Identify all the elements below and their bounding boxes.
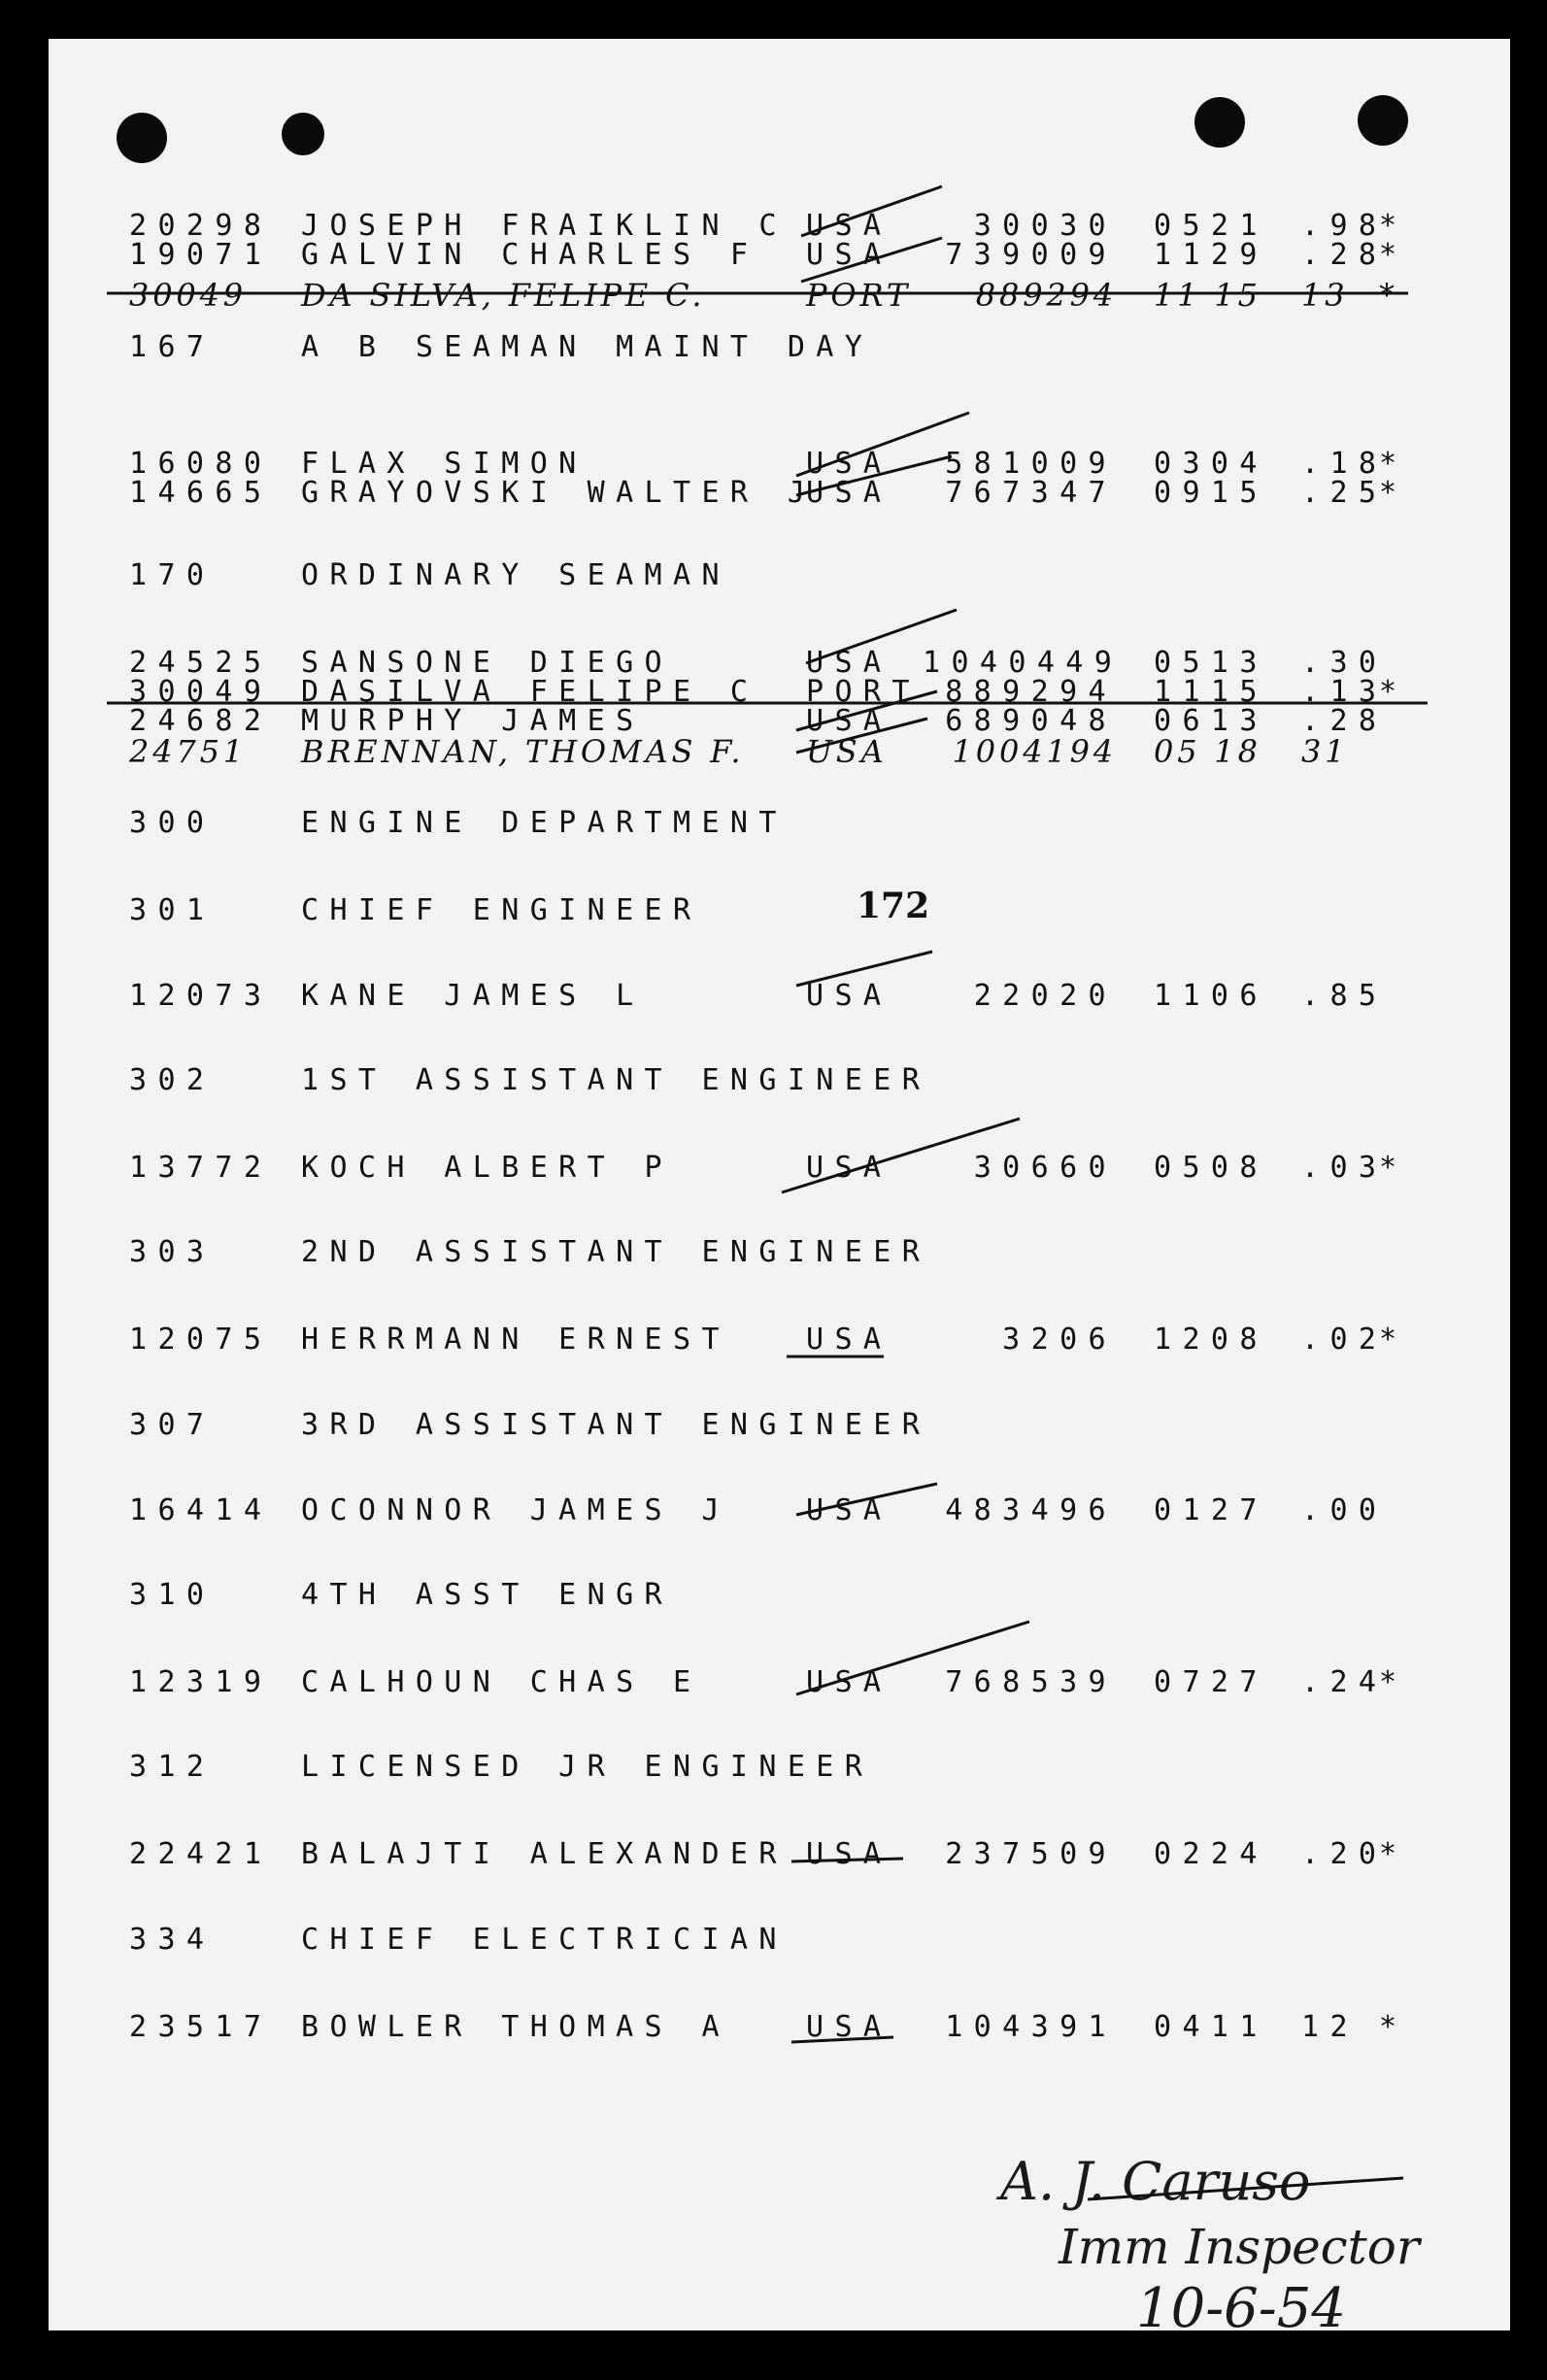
entry-date: 1208 xyxy=(1154,1323,1268,1357)
entry-nationality: USA xyxy=(806,1665,892,1699)
entry-date: 11 15 xyxy=(1154,277,1261,314)
entry-mark: * xyxy=(1379,447,1408,481)
entry-nationality: USA xyxy=(806,1151,892,1185)
entry-nationality: USA xyxy=(806,238,892,272)
entry-number: 104391 xyxy=(945,2010,1117,2044)
entry-amount: .98 xyxy=(1301,209,1388,243)
entry-date: 0127 xyxy=(1154,1493,1268,1527)
entry-name: JOSEPH FRAIKLIN C xyxy=(301,209,788,243)
entry-code: 30049 xyxy=(129,675,273,709)
entry-date: 1129 xyxy=(1154,238,1268,272)
entry-code: 312 xyxy=(129,1750,216,1784)
entry-code: 24682 xyxy=(129,704,273,738)
entry-name: SANSONE DIEGO xyxy=(301,646,673,680)
entry-name: CHIEF ELECTRICIAN xyxy=(301,1923,788,1957)
entry-mark: * xyxy=(1379,277,1398,314)
entry-mark: * xyxy=(1379,1837,1408,1871)
entry-amount: .25 xyxy=(1301,476,1388,510)
entry-code: 19071 xyxy=(129,238,273,272)
entry-number: 1040449 xyxy=(923,646,1124,680)
entry-nationality: USA xyxy=(806,1837,892,1871)
entry-amount: .85 xyxy=(1301,979,1388,1013)
entry-date: 0411 xyxy=(1154,2010,1268,2044)
entry-name: DASILVA FELIPE C xyxy=(301,675,759,709)
entry-name: BOWLER THOMAS A xyxy=(301,2010,730,2044)
entry-date: 1106 xyxy=(1154,979,1268,1013)
entry-number: 739009 xyxy=(945,238,1117,272)
entry-mark: * xyxy=(1379,476,1408,510)
entry-amount: .00 xyxy=(1301,1493,1388,1527)
entry-number: 889294 xyxy=(975,277,1117,314)
entry-number: 30660 xyxy=(973,1151,1117,1185)
entry-code: 302 xyxy=(129,1063,216,1097)
pen-marks xyxy=(49,39,1510,2330)
entry-mark: * xyxy=(1379,1323,1408,1357)
entry-name: A B SEAMAN MAINT DAY xyxy=(301,330,874,364)
entry-name: KANE JAMES L xyxy=(301,979,645,1013)
entry-date: 0727 xyxy=(1154,1665,1268,1699)
entry-mark: * xyxy=(1379,1151,1408,1185)
entry-number: 768539 xyxy=(945,1665,1117,1699)
entry-amount: 13 xyxy=(1301,277,1349,314)
entry-mark: * xyxy=(1379,675,1408,709)
entry-nationality: USA xyxy=(806,447,892,481)
entry-nationality: USA xyxy=(806,646,892,680)
entry-code: 30049 xyxy=(129,277,247,314)
entry-name: BALAJTI ALEXANDER xyxy=(301,1837,788,1871)
signature-name: A. J. Caruso xyxy=(1000,2151,1311,2212)
entry-code: 22421 xyxy=(129,1837,273,1871)
signature-title: Imm Inspector xyxy=(1059,2219,1420,2275)
entry-amount: .24 xyxy=(1301,1665,1388,1699)
entry-code: 303 xyxy=(129,1235,216,1269)
entry-nationality: USA xyxy=(806,1323,892,1357)
entry-code: 307 xyxy=(129,1408,216,1442)
entry-name: ENGINE DEPARTMENT xyxy=(301,806,788,840)
entry-name: HERRMANN ERNEST xyxy=(301,1323,730,1357)
entry-code: 23517 xyxy=(129,2010,273,2044)
entry-date: 0304 xyxy=(1154,447,1268,481)
entry-number: 22020 xyxy=(973,979,1117,1013)
entry-name: 4TH ASST ENGR xyxy=(301,1578,673,1612)
page-number-stamp: 172 xyxy=(857,886,930,926)
entry-code: 301 xyxy=(129,893,216,927)
entry-nationality: USA xyxy=(806,733,888,770)
entry-name: CHIEF ENGINEER xyxy=(301,893,702,927)
entry-date: 0224 xyxy=(1154,1837,1268,1871)
entry-number: 3206 xyxy=(1002,1323,1117,1357)
entry-name: OCONNOR JAMES J xyxy=(301,1493,730,1527)
entry-code: 16414 xyxy=(129,1493,273,1527)
entry-amount: .03 xyxy=(1301,1151,1388,1185)
entry-nationality: USA xyxy=(806,209,892,243)
document-page xyxy=(49,39,1510,2340)
entry-nationality: USA xyxy=(806,476,892,510)
entry-name: MURPHY JAMES xyxy=(301,704,645,738)
entry-name: 3RD ASSISTANT ENGINEER xyxy=(301,1408,931,1442)
entry-code: 14665 xyxy=(129,476,273,510)
entry-date: 0915 xyxy=(1154,476,1268,510)
entry-name: CALHOUN CHAS E xyxy=(301,1665,702,1699)
entry-code: 300 xyxy=(129,806,216,840)
entry-code: 12073 xyxy=(129,979,273,1013)
entry-amount: .28 xyxy=(1301,238,1388,272)
entry-code: 170 xyxy=(129,558,216,592)
entry-code: 12319 xyxy=(129,1665,273,1699)
entry-amount: 31 xyxy=(1301,733,1349,770)
entry-name: KOCH ALBERT P xyxy=(301,1151,673,1185)
entry-amount: .20 xyxy=(1301,1837,1388,1871)
entry-date: 0508 xyxy=(1154,1151,1268,1185)
entry-name: 2ND ASSISTANT ENGINEER xyxy=(301,1235,931,1269)
entry-mark: * xyxy=(1379,209,1408,243)
signature-date: 10-6-54 xyxy=(1136,2277,1346,2340)
entry-name: FLAX SIMON xyxy=(301,447,588,481)
entry-number: 889294 xyxy=(945,675,1117,709)
entry-amount: .02 xyxy=(1301,1323,1388,1357)
entry-code: 20298 xyxy=(129,209,273,243)
entry-code: 24751 xyxy=(129,733,247,770)
entry-date: 0513 xyxy=(1154,646,1268,680)
entry-code: 167 xyxy=(129,330,216,364)
entry-amount: .18 xyxy=(1301,447,1388,481)
entry-number: 689048 xyxy=(945,704,1117,738)
entry-number: 237509 xyxy=(945,1837,1117,1871)
entry-number: 483496 xyxy=(945,1493,1117,1527)
entry-date: 1115 xyxy=(1154,675,1268,709)
entry-name: ORDINARY SEAMAN xyxy=(301,558,730,592)
entry-nationality: PORT xyxy=(806,277,912,314)
entry-date: 0613 xyxy=(1154,704,1268,738)
entry-code: 24525 xyxy=(129,646,273,680)
entry-code: 310 xyxy=(129,1578,216,1612)
entry-nationality: USA xyxy=(806,979,892,1013)
entry-amount: .13 xyxy=(1301,675,1388,709)
entry-number: 1004194 xyxy=(952,733,1117,770)
entry-name: GALVIN CHARLES F xyxy=(301,238,759,272)
entry-nationality: USA xyxy=(806,2010,892,2044)
entry-number: 30030 xyxy=(973,209,1117,243)
entry-date: 0521 xyxy=(1154,209,1268,243)
entry-amount: 12 xyxy=(1301,2010,1359,2044)
entry-mark: * xyxy=(1379,1665,1408,1699)
entry-code: 12075 xyxy=(129,1323,273,1357)
entry-number: 581009 xyxy=(945,447,1117,481)
entry-amount: .30 xyxy=(1301,646,1388,680)
entry-code: 13772 xyxy=(129,1151,273,1185)
entry-number: 767347 xyxy=(945,476,1117,510)
entry-code: 334 xyxy=(129,1923,216,1957)
entry-code: 16080 xyxy=(129,447,273,481)
entry-nationality: USA xyxy=(806,704,892,738)
entry-date: 05 18 xyxy=(1154,733,1261,770)
entry-mark: * xyxy=(1379,2010,1408,2044)
entry-name: GRAYOVSKI WALTER J xyxy=(301,476,817,510)
entry-name: DA SILVA, FELIPE C. xyxy=(301,277,706,314)
entry-mark: * xyxy=(1379,238,1408,272)
entry-name: LICENSED JR ENGINEER xyxy=(301,1750,874,1784)
entry-nationality: USA xyxy=(806,1493,892,1527)
entry-nationality: PORT xyxy=(806,675,921,709)
entry-name: 1ST ASSISTANT ENGINEER xyxy=(301,1063,931,1097)
entry-amount: .28 xyxy=(1301,704,1388,738)
entry-name: BRENNAN, THOMAS F. xyxy=(301,733,745,770)
